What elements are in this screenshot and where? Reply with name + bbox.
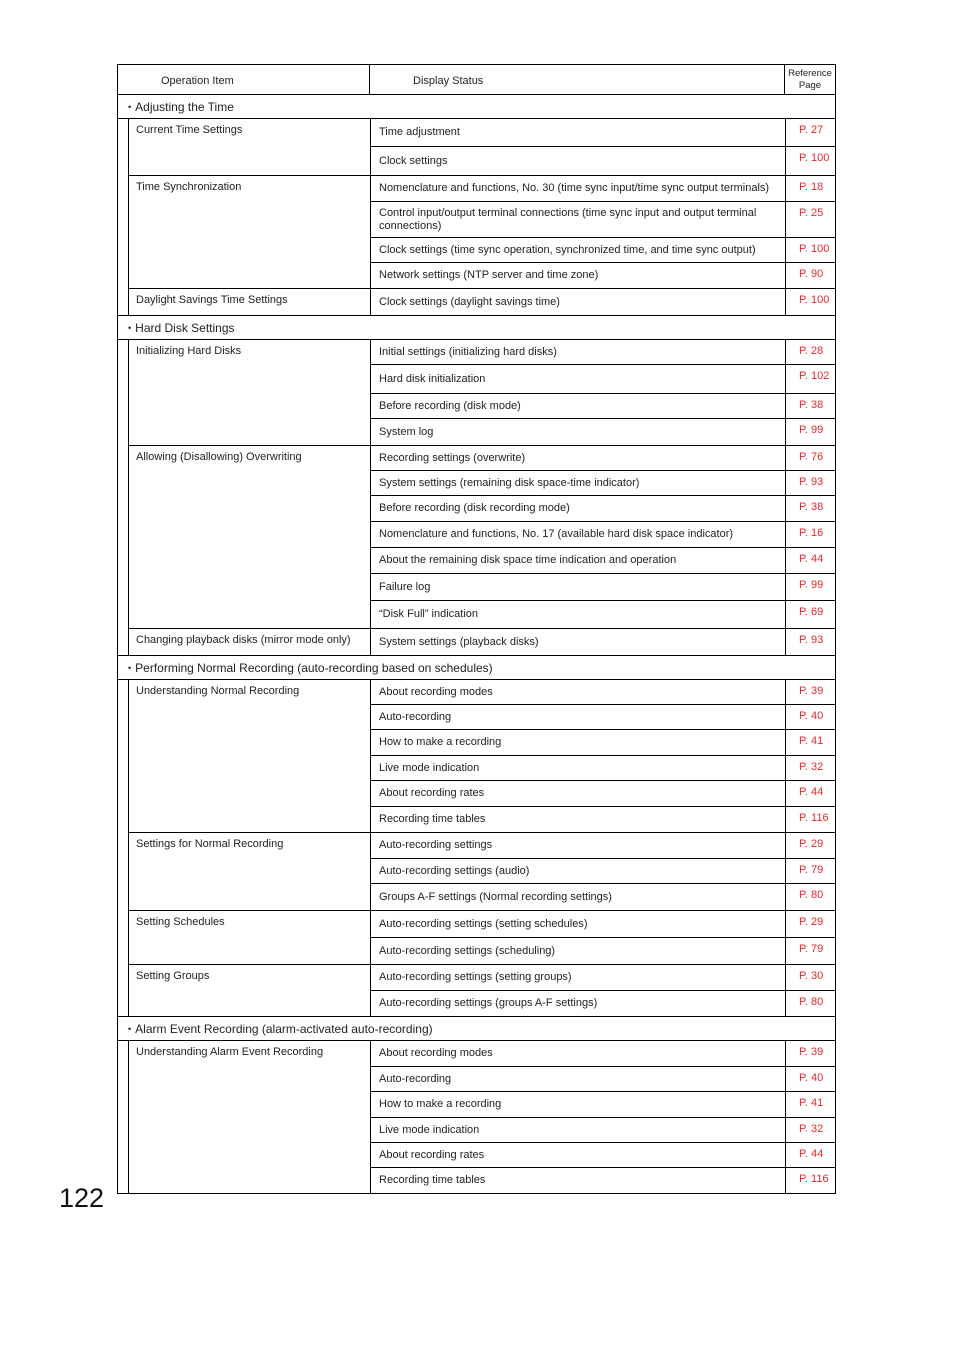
display-status-cell: About the remaining disk space time indication and operation: [371, 548, 786, 573]
display-status-cell: Auto-recording settings (setting groups): [371, 965, 786, 990]
section: [117, 316, 836, 656]
display-status-cell: Recording time tables: [371, 807, 786, 832]
table-row: [371, 833, 835, 859]
reference-page-link[interactable]: P. 28: [799, 345, 824, 357]
table-row: [371, 1067, 835, 1092]
section: [117, 1017, 836, 1194]
table-row: [371, 911, 835, 938]
display-status-cell: Auto-recording settings (groups A-F settings): [371, 991, 786, 1016]
operation-group: [128, 629, 835, 655]
table-row: [371, 807, 835, 832]
operation-item-label: Daylight Savings Time Settings: [129, 289, 371, 315]
reference-page-link[interactable]: P. 32: [799, 1123, 824, 1135]
operation-group: [128, 680, 835, 833]
display-status-list: [371, 446, 835, 628]
operation-group: [128, 176, 835, 289]
operation-item-label: Understanding Alarm Event Recording: [129, 1041, 371, 1193]
display-status-cell: Recording settings (overwrite): [371, 446, 786, 470]
display-status-cell: Initial settings (initializing hard disks): [371, 340, 786, 364]
operation-item-label: Allowing (Disallowing) Overwriting: [129, 446, 371, 628]
operation-group: [128, 446, 835, 629]
header-reference-line2: Page: [798, 79, 822, 91]
display-status-cell: Auto-recording settings (setting schedules): [371, 911, 786, 937]
display-status-cell: Recording time tables: [371, 1168, 786, 1193]
section: [117, 656, 836, 1017]
reference-page-link[interactable]: P. 80: [799, 889, 824, 901]
operation-group: [128, 965, 835, 1016]
operation-group: [128, 833, 835, 911]
display-status-cell: Before recording (disk mode): [371, 394, 786, 418]
sections-container: [117, 95, 836, 1194]
reference-page-link[interactable]: P. 41: [799, 735, 824, 747]
table-row: [371, 202, 835, 238]
display-status-list: [371, 629, 835, 655]
table-row: [371, 781, 835, 807]
reference-page-link[interactable]: P. 93: [799, 634, 824, 646]
reference-page-link[interactable]: P. 29: [799, 916, 824, 928]
table-row: [371, 340, 835, 365]
reference-page-link[interactable]: P. 99: [799, 424, 824, 436]
display-status-cell: System settings (remaining disk space-time indicator): [371, 471, 786, 495]
reference-page-link[interactable]: P. 40: [799, 710, 824, 722]
reference-page-link[interactable]: P. 32: [799, 761, 824, 773]
reference-page-link[interactable]: P. 44: [799, 1148, 824, 1160]
reference-page-link[interactable]: P. 100: [799, 243, 830, 255]
table-row: [371, 1041, 835, 1067]
reference-page-link[interactable]: P. 39: [799, 1046, 824, 1058]
table-row: [371, 496, 835, 522]
reference-page-link[interactable]: P. 41: [799, 1097, 824, 1109]
header-operation-item: Operation Item: [118, 65, 370, 94]
section-title-text: Adjusting the Time: [135, 99, 234, 114]
reference-page-link[interactable]: P. 38: [799, 501, 824, 513]
table-row: [371, 394, 835, 419]
display-status-list: [371, 911, 835, 964]
table-row: [371, 263, 835, 288]
section-title-text: Hard Disk Settings: [135, 320, 235, 335]
reference-page-link[interactable]: P. 90: [799, 268, 824, 280]
display-status-cell: Time adjustment: [371, 119, 786, 146]
table-row: [371, 705, 835, 730]
display-status-cell: About recording rates: [371, 781, 786, 806]
table-row: [371, 938, 835, 964]
section-title: [118, 656, 835, 680]
display-status-cell: Nomenclature and functions, No. 17 (available hard disk space indicator): [371, 522, 786, 547]
reference-page-link[interactable]: P. 29: [799, 838, 824, 850]
display-status-list: [371, 119, 835, 175]
display-status-list: [371, 965, 835, 1016]
display-status-cell: Groups A-F settings (Normal recording settings): [371, 884, 786, 910]
table-row: [371, 991, 835, 1016]
display-status-list: [371, 340, 835, 445]
operation-group: [128, 911, 835, 965]
table-row: [371, 471, 835, 496]
display-status-cell: How to make a recording: [371, 730, 786, 755]
reference-page-link[interactable]: P. 69: [799, 606, 824, 618]
table-row: [371, 1143, 835, 1168]
table-row: [371, 574, 835, 601]
reference-page-link[interactable]: P. 44: [799, 553, 824, 565]
operation-item-label: Setting Groups: [129, 965, 371, 1016]
reference-page-link[interactable]: P. 16: [799, 527, 824, 539]
section-title-text: Performing Normal Recording (auto-recording based on schedules): [135, 660, 493, 675]
table-row: [371, 965, 835, 991]
section-title: [118, 1017, 835, 1041]
reference-page-link[interactable]: P. 79: [799, 943, 824, 955]
display-status-cell: Network settings (NTP server and time zone): [371, 263, 786, 288]
table-row: [371, 238, 835, 263]
reference-page-link[interactable]: P. 27: [799, 124, 824, 136]
table-row: [371, 419, 835, 445]
table-row: [371, 1168, 835, 1193]
reference-page-link[interactable]: P. 100: [799, 294, 830, 306]
table-row: [371, 119, 835, 147]
display-status-cell: Clock settings (time sync operation, synchronized time, and time sync output): [371, 238, 786, 262]
operation-item-label: Setting Schedules: [129, 911, 371, 964]
reference-page-link[interactable]: P. 38: [799, 399, 824, 411]
display-status-cell: About recording modes: [371, 680, 786, 704]
table-row: [371, 147, 835, 175]
display-status-cell: How to make a recording: [371, 1092, 786, 1117]
reference-page-link[interactable]: P. 18: [799, 181, 824, 193]
display-status-cell: System settings (playback disks): [371, 629, 786, 655]
table-row: [371, 1118, 835, 1143]
display-status-cell: Auto-recording settings (audio): [371, 859, 786, 883]
table-row: [371, 446, 835, 471]
reference-page-link[interactable]: P. 99: [799, 579, 824, 591]
display-status-cell: Auto-recording: [371, 705, 786, 729]
display-status-cell: “Disk Full” indication: [371, 601, 786, 628]
reference-page-link[interactable]: P. 116: [799, 1173, 829, 1185]
bullet-icon: •: [128, 101, 132, 112]
bullet-icon: •: [128, 322, 132, 333]
table-row: [371, 601, 835, 628]
reference-page-link[interactable]: P. 30: [799, 970, 824, 982]
display-status-cell: Failure log: [371, 574, 786, 600]
table-row: [371, 756, 835, 781]
header-display-status: Display Status: [370, 65, 785, 94]
reference-page-link[interactable]: P. 25: [799, 207, 824, 219]
reference-page-link[interactable]: P. 116: [799, 812, 829, 824]
display-status-cell: Clock settings (daylight savings time): [371, 289, 786, 315]
bullet-icon: •: [128, 662, 132, 673]
operation-group: [128, 119, 835, 176]
operation-item-label: Understanding Normal Recording: [129, 680, 371, 832]
display-status-list: [371, 833, 835, 910]
table-row: [371, 680, 835, 705]
reference-page-link[interactable]: P. 44: [799, 786, 824, 798]
display-status-list: [371, 289, 835, 315]
table-row: [371, 548, 835, 574]
table-row: [371, 522, 835, 548]
display-status-cell: Auto-recording settings (scheduling): [371, 938, 786, 964]
reference-page-link[interactable]: P. 102: [799, 370, 830, 382]
section: [117, 95, 836, 316]
table-row: [371, 176, 835, 202]
display-status-list: [371, 1041, 835, 1193]
display-status-cell: Nomenclature and functions, No. 30 (time sync input/time sync output terminals): [371, 176, 786, 201]
reference-page-link[interactable]: P. 79: [799, 864, 824, 876]
operation-group: [128, 1041, 835, 1193]
display-status-cell: Clock settings: [371, 147, 786, 175]
operation-group: [128, 289, 835, 315]
display-status-cell: Before recording (disk recording mode): [371, 496, 786, 521]
display-status-list: [371, 176, 835, 288]
table-row: [371, 1092, 835, 1118]
header-reference-page: [785, 65, 835, 94]
table-row: [371, 365, 835, 394]
operation-item-label: Changing playback disks (mirror mode only): [129, 629, 371, 655]
operation-item-label: Settings for Normal Recording: [129, 833, 371, 910]
table-row: [371, 289, 835, 315]
display-status-cell: Auto-recording: [371, 1067, 786, 1091]
section-title: [118, 316, 835, 340]
header-reference-line1: Reference: [788, 67, 832, 79]
table-header: [117, 64, 836, 95]
display-status-cell: System log: [371, 419, 786, 445]
reference-index-table: [117, 64, 836, 1194]
page-number: 122: [59, 1183, 105, 1213]
table-row: [371, 730, 835, 756]
reference-page-link[interactable]: P. 100: [799, 152, 830, 164]
display-status-cell: About recording rates: [371, 1143, 786, 1167]
display-status-cell: About recording modes: [371, 1041, 786, 1066]
section-title-text: Alarm Event Recording (alarm-activated auto-recording): [135, 1021, 433, 1036]
table-row: [371, 629, 835, 655]
display-status-cell: Live mode indication: [371, 756, 786, 780]
bullet-icon: •: [128, 1023, 132, 1034]
table-row: [371, 884, 835, 910]
display-status-list: [371, 680, 835, 832]
display-status-cell: Hard disk initialization: [371, 365, 786, 393]
display-status-cell: Live mode indication: [371, 1118, 786, 1142]
display-status-cell: Control input/output terminal connections (time sync input and output terminal connections): [371, 202, 786, 237]
reference-page-link[interactable]: P. 40: [799, 1072, 824, 1084]
reference-page-link[interactable]: P. 93: [799, 476, 824, 488]
reference-page-link[interactable]: P. 80: [799, 996, 824, 1008]
operation-group: [128, 340, 835, 446]
display-status-cell: Auto-recording settings: [371, 833, 786, 858]
operation-item-label: Time Synchronization: [129, 176, 371, 288]
table-row: [371, 859, 835, 884]
operation-item-label: Initializing Hard Disks: [129, 340, 371, 445]
operation-item-label: Current Time Settings: [129, 119, 371, 175]
reference-page-link[interactable]: P. 39: [799, 685, 824, 697]
reference-page-link[interactable]: P. 76: [799, 451, 824, 463]
section-title: [118, 95, 835, 119]
